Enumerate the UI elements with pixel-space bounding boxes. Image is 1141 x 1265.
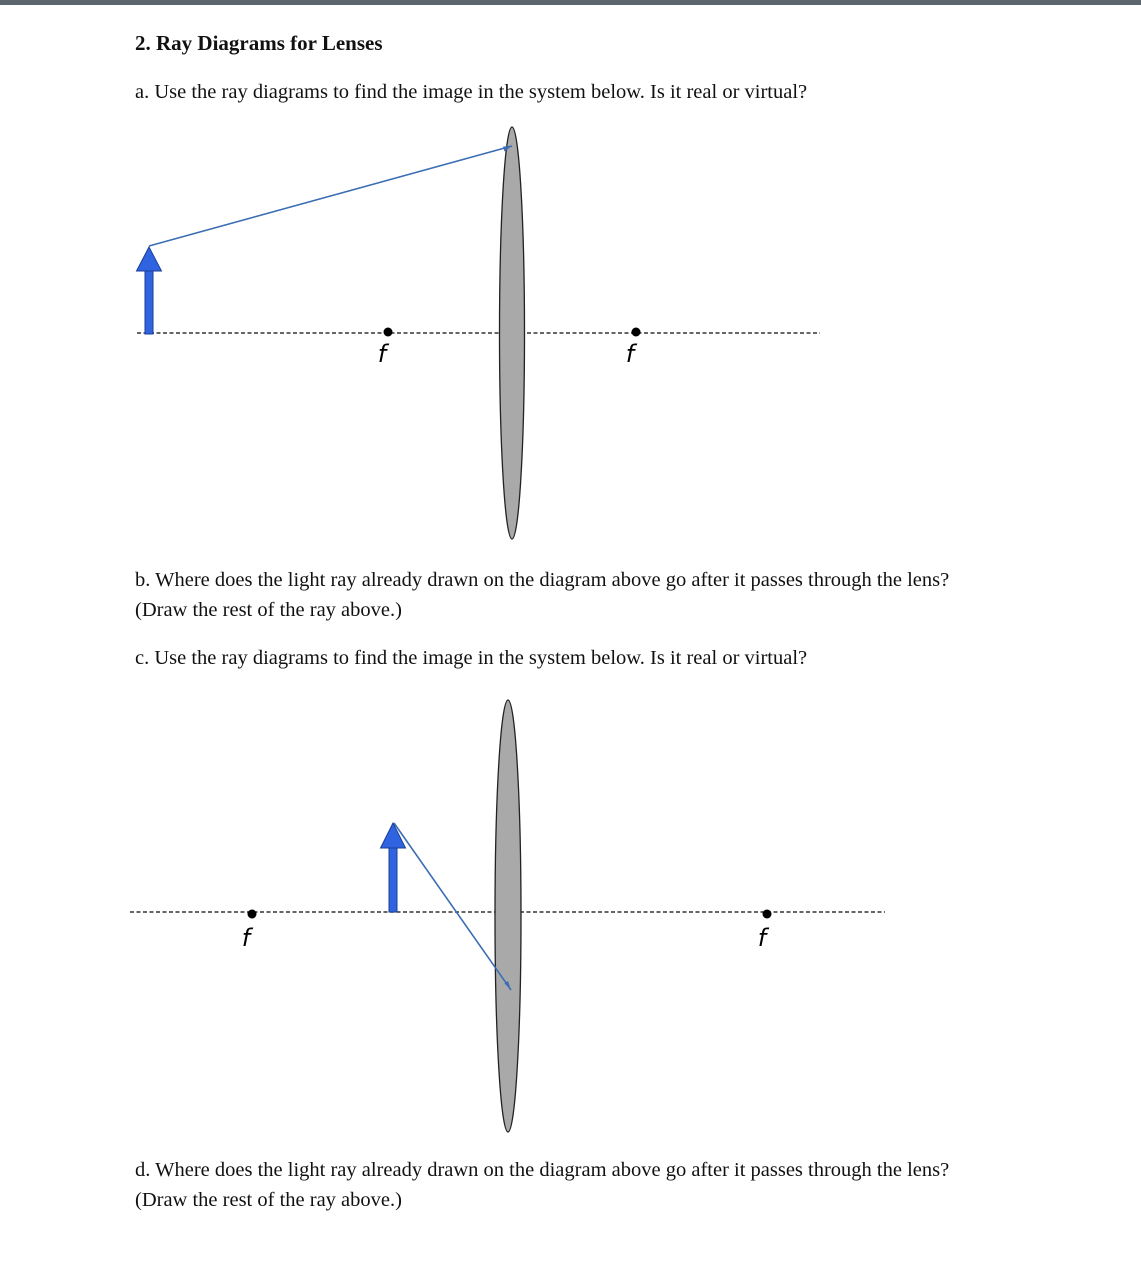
focal-label-left: f bbox=[241, 924, 251, 952]
converging-lens bbox=[495, 700, 521, 1132]
top-border-bar bbox=[0, 0, 1141, 5]
question-a: a. Use the ray diagrams to find the image in the system below. Is it real or virtual? bbox=[135, 81, 808, 103]
question-d: d. Where does the light ray already drawn on the diagram above go after it passes through the lens? (Draw the rest of the ray above.) bbox=[135, 1159, 950, 1211]
focal-point-left bbox=[248, 910, 257, 919]
object-arrow bbox=[137, 247, 162, 334]
question-c: c. Use the ray diagrams to find the image in the system below. Is it real or virtual? bbox=[135, 647, 808, 669]
ray-diagram-2 bbox=[0, 690, 1141, 1140]
focal-point-right bbox=[763, 910, 772, 919]
converging-lens bbox=[500, 127, 525, 539]
focal-point-right bbox=[632, 328, 641, 337]
focal-label-right: f bbox=[625, 340, 635, 368]
ray-diagram-1 bbox=[0, 120, 1141, 550]
focal-label-right: f bbox=[757, 924, 767, 952]
incident-light-ray bbox=[394, 823, 511, 990]
focal-label-left: f bbox=[377, 340, 387, 368]
section-heading: 2. Ray Diagrams for Lenses bbox=[135, 31, 383, 55]
focal-point-left bbox=[384, 328, 393, 337]
object-arrow bbox=[381, 823, 406, 912]
incident-light-ray bbox=[149, 146, 512, 246]
question-b: b. Where does the light ray already drawn on the diagram above go after it passes through the lens? (Draw the rest of the ray above.) bbox=[135, 569, 950, 621]
